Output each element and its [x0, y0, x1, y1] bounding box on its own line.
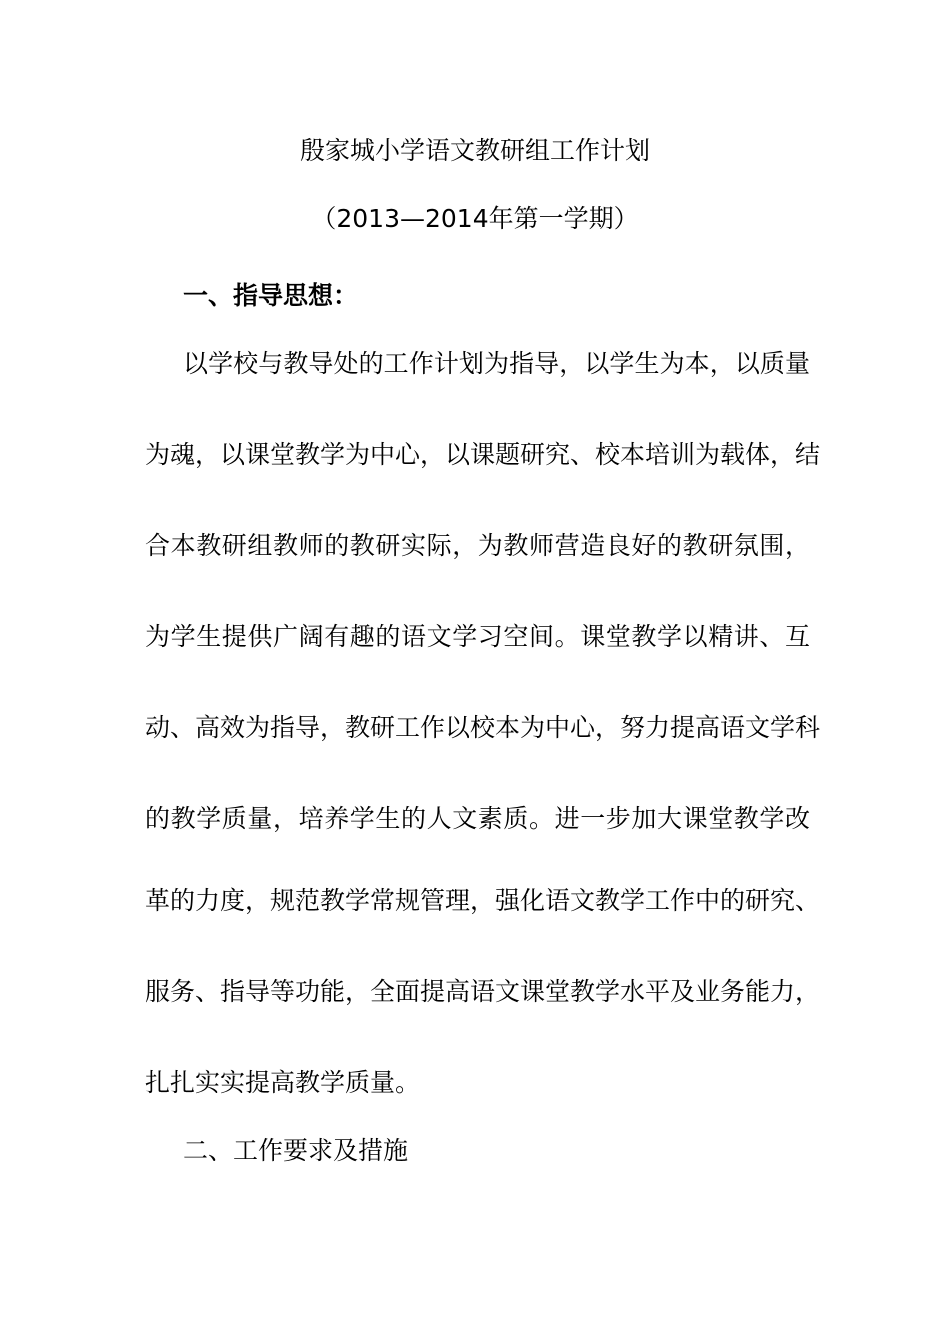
paragraph-line: 动、高效为指导，教研工作以校本为中心，努力提高语文学科: [145, 713, 821, 742]
paragraph-line: 扎扎实实提高教学质量。: [145, 1068, 421, 1097]
document-title: 殷家城小学语文教研组工作计划: [299, 136, 650, 165]
paragraph-line: 为魂，以课堂教学为中心，以课题研究、校本培训为载体，结: [145, 440, 821, 469]
paragraph-line: 的教学质量，培养学生的人文素质。进一步加大课堂教学改: [145, 804, 810, 833]
paragraph-line: 服务、指导等功能，全面提高语文课堂教学水平及业务能力，: [145, 977, 821, 1006]
paragraph-line: 为学生提供广阔有趣的语文学习空间。课堂教学以精讲、互: [145, 622, 810, 651]
section-heading-guiding-thought: 一、指导思想：: [183, 281, 359, 310]
paragraph-line: 合本教研组教师的教研实际，为教师营造良好的教研氛围，: [145, 531, 810, 560]
document-subtitle: （2013—2014年第一学期）: [311, 204, 639, 233]
section-heading-work-requirements: 二、工作要求及措施: [183, 1136, 409, 1165]
paragraph-line: 以学校与教导处的工作计划为指导，以学生为本，以质量: [183, 349, 810, 378]
paragraph-line: 革的力度，规范教学常规管理，强化语文教学工作中的研究、: [145, 886, 821, 915]
